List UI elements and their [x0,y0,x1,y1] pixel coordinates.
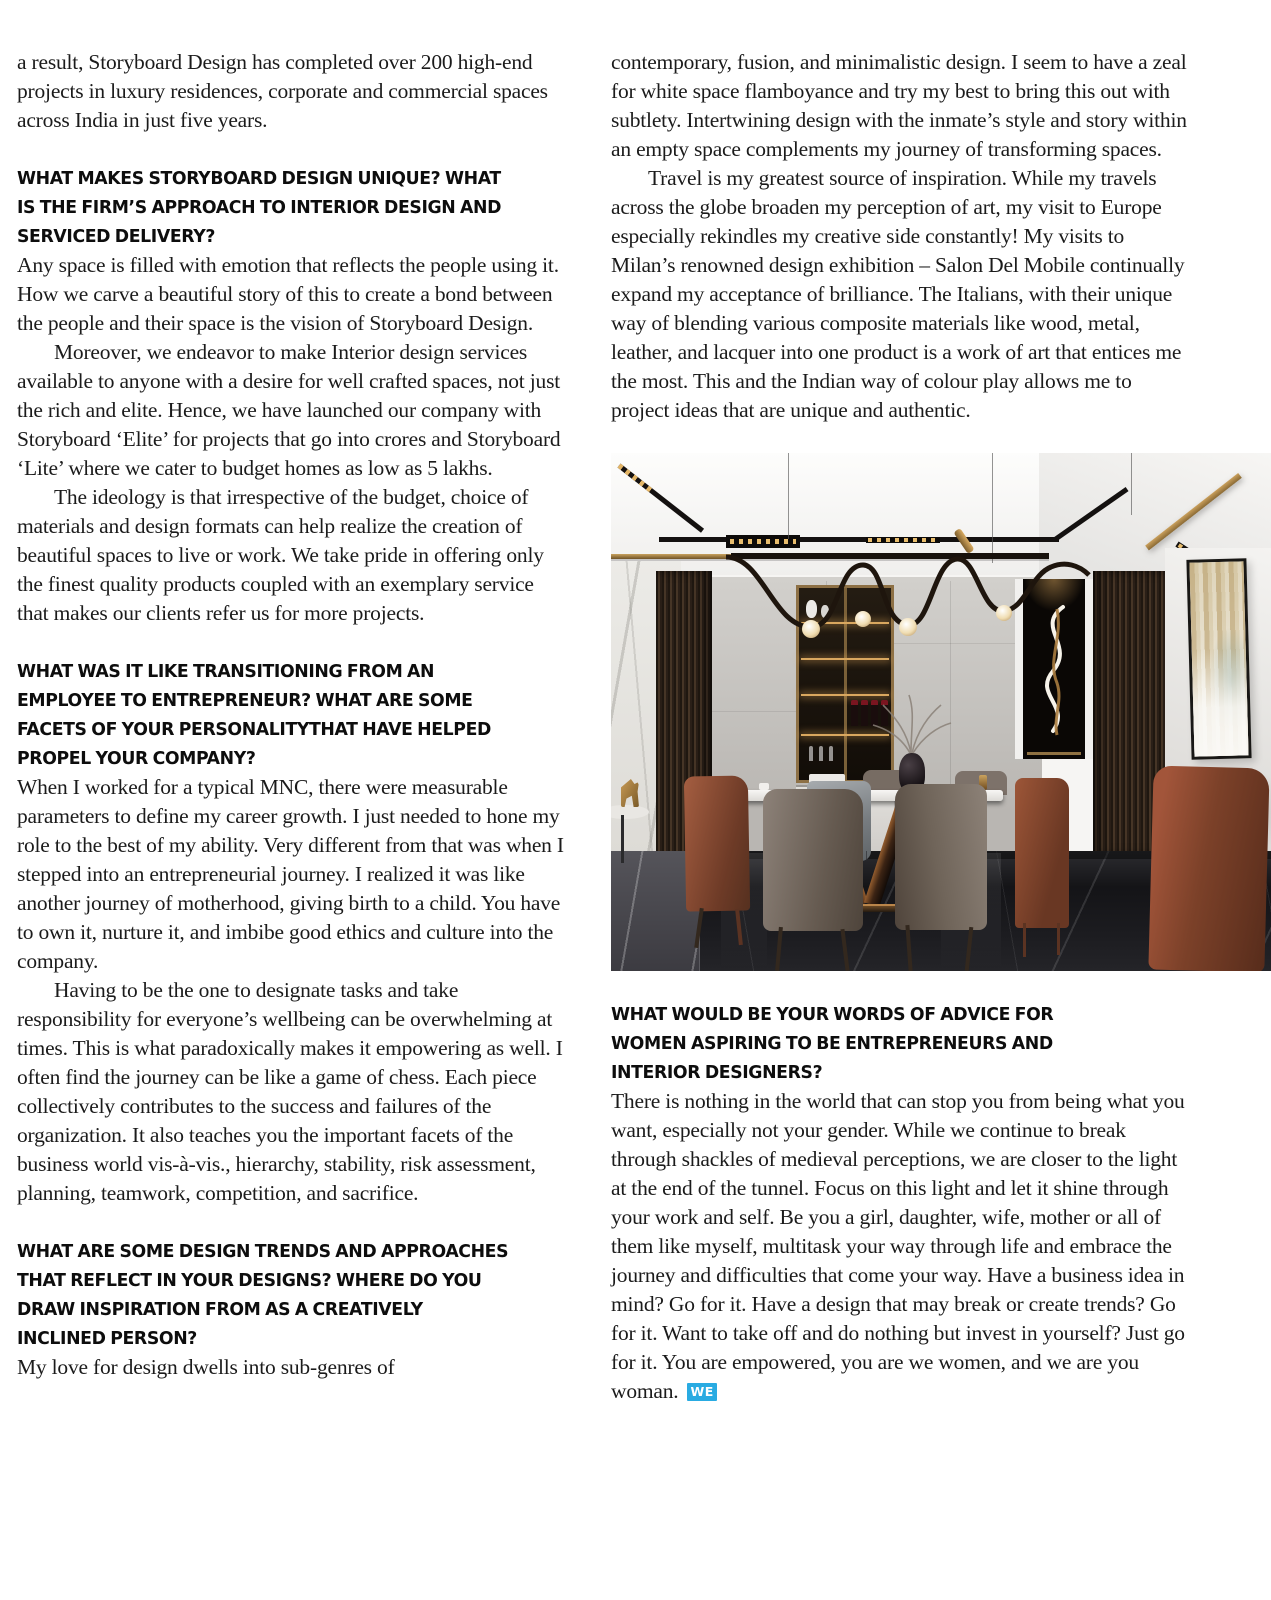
wine-cabinet [796,585,894,783]
dining-room-photo [611,453,1271,971]
article-paragraph: Having to be the one to designate tasks and take responsibility for everyone’s wellbeing can be overwhelming at times. This is what paradoxically makes it empowering as well. I often find the journey can be like a game of chess. Each piece collectively contributes to the success and failures of the organization. It also teaches you the important facets of the business world vis-à-vis., hierarchy, stability, risk assessment, planning, teamwork, competition, and sacrifice. [17,978,563,1205]
niche-trim [1085,579,1093,759]
white-vase [806,600,817,618]
article-paragraph [611,1087,1191,1406]
wine-bottle [871,700,878,726]
pendant-wire [992,453,993,563]
pendant-wire [788,453,789,539]
cup [759,783,769,790]
heading-line: INTERIOR DESIGNERS? [611,1062,823,1083]
section-heading-trends [17,1237,570,1353]
heading-line: SERVICED DELIVERY? [17,226,215,247]
article-paragraph: When I worked for a typical MNC, there were measurable parameters to define my career growth. I just needed to hone my role to the best of my ability. Very different from that was when I stepped into an entrepreneurial journey. I realized it was like another journey of motherhood, giving birth to a child. You have to own it, nurture it, and imbibe good ethics and culture into the company. [17,775,564,973]
right-column [611,48,1191,1406]
chair-leg [1023,923,1026,957]
rust-leather-chair [1015,778,1069,928]
heading-line: FACETS OF YOUR PERSONALITYTHAT HAVE HELPED [17,719,491,740]
track-light [659,537,1059,542]
taupe-leather-chair [895,784,987,930]
we-magazine-end-badge: WE [687,1383,716,1401]
article-paragraph: a result, Storyboard Design has completed over 200 high-end projects in luxury residences, corporate and commercial spaces across India in just five years. [17,50,548,132]
heading-line: WHAT WOULD BE YOUR WORDS OF ADVICE FOR [611,1004,1054,1025]
pendant-wire [1131,453,1132,515]
heading-line: WHAT MAKES STORYBOARD DESIGN UNIQUE? WHAT [17,168,501,189]
article-paragraph: My love for design dwells into sub-genres of [17,1355,395,1379]
panel-seam [712,711,796,712]
heading-line: WHAT WAS IT LIKE TRANSITIONING FROM AN [17,661,435,682]
wine-glass [819,746,823,761]
heading-line: THAT REFLECT IN YOUR DESIGNS? WHERE DO YOU [17,1270,482,1291]
lit-shelf [801,694,889,696]
article-paragraph: contemporary, fusion, and minimalistic design. I seem to have a zeal for white space flamboyance and try my best to bring this out with subtlety. Intertwining design with the inmate’s style and story within an empty space complements my journey of transforming spaces. [611,50,1187,161]
side-table-leg [621,815,624,863]
rust-leather-chair [684,775,750,911]
left-column [17,48,570,1382]
wine-bottle [881,700,888,726]
wine-glass [829,746,833,761]
section-heading-transition [17,657,570,773]
article-paragraph: Any space is filled with emotion that reflects the people using it. How we carve a beautiful story of this to create a bond between the people and their space is the vision of Storyboard Design. [17,253,559,335]
pendant-bar [731,553,1049,559]
heading-line: DRAW INSPIRATION FROM AS A CREATIVELY [17,1299,423,1320]
abstract-art [1189,561,1248,756]
abstract-art-frame [1186,558,1251,760]
wine-bottle [851,700,858,726]
article-paragraph: The ideology is that irrespective of the budget, choice of materials and design formats can help realize the creation of beautiful spaces to live or work. We take pride in offering only the finest quality products coupled with an exemplary service that makes our clients refer us for more projects. [17,485,544,625]
track-light-spots [866,537,940,543]
heading-line: INCLINED PERSON? [17,1328,197,1349]
wine-glass [809,746,813,761]
lit-shelf [801,658,889,660]
heading-line: IS THE FIRM’S APPROACH TO INTERIOR DESIGN AND [17,197,502,218]
section-heading-unique [17,164,570,251]
wine-bottle [861,700,868,726]
heading-line: EMPLOYEE TO ENTREPRENEUR? WHAT ARE SOME [17,690,473,711]
panel-seam [894,643,1015,644]
lit-shelf [801,622,889,624]
heading-line: PROPEL YOUR COMPANY? [17,748,256,769]
paragraph-text: There is nothing in the world that can stop you from being what you want, especially not your gender. While we continue to break through shackles of medieval perceptions, we are closer to the light at the end of the tunnel. Focus on this light and let it shine through your work and self. Be you a girl, daughter, wife, mother or all of them like myself, multitask your way through life and embrace the journey and difficulties that come your way. Have a business idea in mind? Go for it. Have a design that may break or create trends? Go for it. Want to take off and do nothing but invest in yourself? Just go for it. You are empowered, you are we women, and we are you woman. [611,1089,1185,1403]
white-vase [821,605,829,618]
heading-line: WOMEN ASPIRING TO BE ENTREPRENEURS AND [611,1033,1053,1054]
rust-leather-chair-foreground [1148,766,1269,971]
display-niche [1023,579,1085,759]
section-heading-advice [611,1000,1191,1087]
article-paragraph: Travel is my greatest source of inspiration. While my travels across the globe broaden my perception of art, my visit to Europe especially rekindles my creative side constantly! My visits to Milan’s renowned design exhibition – Salon Del Mobile continually expand my acceptance of brilliance. The Italians, with their unique way of blending various composite materials like wood, metal, leather, and lacquer into one product is a work of art that entices me the most. This and the Indian way of colour play allows me to project ideas that are unique and authentic. [611,166,1185,422]
niche-trim [1015,579,1023,759]
lit-shelf [801,734,889,736]
article-paragraph: Moreover, we endeavor to make Interior design services available to anyone with a desire for well crafted spaces, not just the rich and elite. Hence, we have launched our company with Storyboard ‘Elite’ for projects that go into crores and Storyboard ‘Lite’ where we cater to budget homes as low as 5 lakhs. [17,340,561,480]
cabinet-divider [844,588,847,780]
chair-leg [1057,923,1060,955]
taupe-leather-chair [763,789,863,931]
heading-line: WHAT ARE SOME DESIGN TRENDS AND APPROACHES [17,1241,509,1262]
sculpture-squiggle [1023,579,1085,759]
